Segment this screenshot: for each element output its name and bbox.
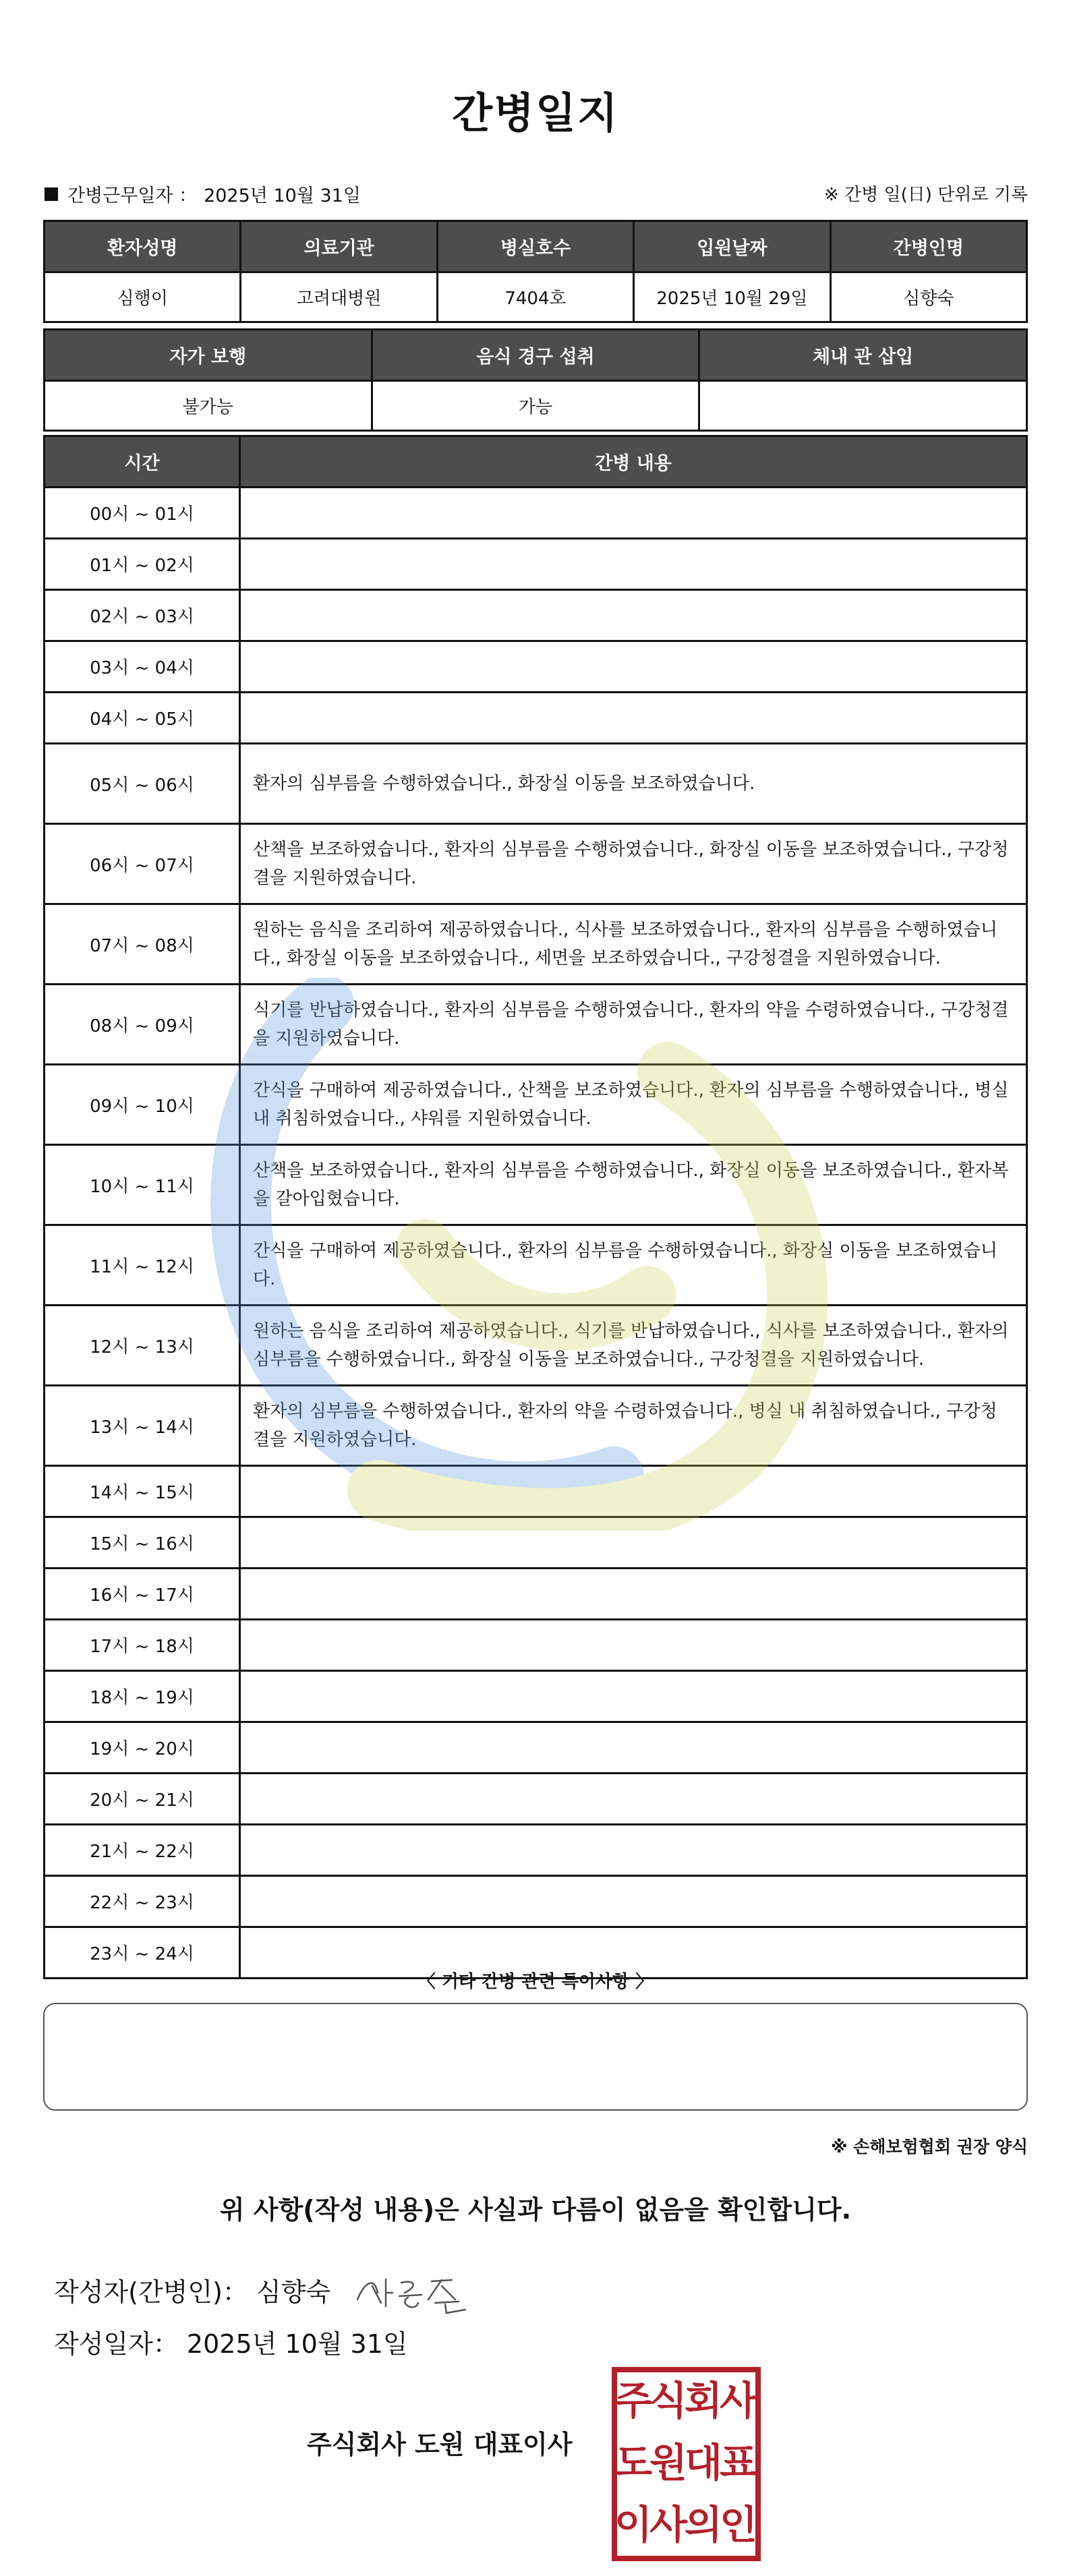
patient-info-table bbox=[43, 220, 1028, 323]
table-row bbox=[45, 272, 1027, 322]
seal-character: 원 bbox=[649, 2440, 688, 2486]
header-admission-date: 입원날짜 bbox=[634, 221, 830, 272]
page-title: 간병일지 bbox=[452, 88, 619, 138]
header-caregiver-name: 간병인명 bbox=[830, 221, 1026, 272]
table-row bbox=[45, 1065, 1027, 1145]
table-row bbox=[45, 1774, 1027, 1825]
table-row bbox=[45, 1876, 1027, 1927]
self-walking-value: 불가능 bbox=[45, 381, 372, 431]
care-content: 환자의 심부름을 수행하였습니다., 화장실 이동을 보조하였습니다. bbox=[240, 744, 1027, 824]
special-notes-box bbox=[43, 2003, 1028, 2111]
care-content bbox=[240, 539, 1027, 590]
time-slot: 15시 ~ 16시 bbox=[45, 1517, 240, 1569]
patient-name: 심행이 bbox=[45, 272, 241, 322]
time-slot: 06시 ~ 07시 bbox=[45, 824, 240, 904]
seal-character: 주 bbox=[614, 2378, 653, 2424]
care-content bbox=[240, 1774, 1027, 1825]
care-content bbox=[240, 1620, 1027, 1671]
table-row bbox=[45, 1145, 1027, 1225]
time-slot: 03시 ~ 04시 bbox=[45, 641, 240, 693]
table-row bbox=[45, 1517, 1027, 1569]
time-slot: 13시 ~ 14시 bbox=[45, 1386, 240, 1466]
care-content: 식기를 반납하였습니다., 환자의 심부름을 수행하였습니다., 환자의 약을 수령하였습니다., 구강청결을 지원하였습니다. bbox=[240, 985, 1027, 1065]
care-content bbox=[240, 1569, 1027, 1620]
time-slot: 10시 ~ 11시 bbox=[45, 1145, 240, 1225]
time-slot: 11시 ~ 12시 bbox=[45, 1225, 240, 1306]
care-content bbox=[240, 1466, 1027, 1517]
care-content: 원하는 음식을 조리하여 제공하였습니다., 식사를 보조하였습니다., 환자의 심부름을 수행하였습니다., 화장실 이동을 보조하였습니다., 세면을 보조하였습니다., 구강청결을 지원하였습니다. bbox=[240, 904, 1027, 985]
care-content bbox=[240, 1517, 1027, 1569]
care-content: 원하는 음식을 조리하여 제공하였습니다., 식기를 반납하였습니다., 식사를 보조하였습니다., 환자의 심부름을 수행하였습니다., 화장실 이동을 보조하였습니다., 구강청결을 지원하였습니다. bbox=[240, 1306, 1027, 1386]
recommended-form-note: ※ 손해보험협회 권장 양식 bbox=[831, 2137, 1028, 2157]
time-slot: 05시 ~ 06시 bbox=[45, 744, 240, 824]
care-content bbox=[240, 488, 1027, 539]
header-patient-name: 환자성명 bbox=[45, 221, 241, 272]
header-hospital: 의료기관 bbox=[241, 221, 437, 272]
time-slot: 23시 ~ 24시 bbox=[45, 1927, 240, 1979]
table-row bbox=[45, 744, 1027, 824]
room-number: 7404호 bbox=[437, 272, 633, 322]
time-slot: 08시 ~ 09시 bbox=[45, 985, 240, 1065]
care-content: 산책을 보조하였습니다., 환자의 심부름을 수행하였습니다., 화장실 이동을 보조하였습니다., 구강청결을 지원하였습니다. bbox=[240, 824, 1027, 904]
work-date-value: 2025년 10월 31일 bbox=[204, 185, 361, 206]
time-slot: 07시 ~ 08시 bbox=[45, 904, 240, 985]
table-row bbox=[45, 985, 1027, 1065]
caregiver-name: 심향숙 bbox=[830, 272, 1026, 322]
time-slot: 09시 ~ 10시 bbox=[45, 1065, 240, 1145]
header-time: 시간 bbox=[45, 436, 240, 488]
company-representative: 주식회사 도원 대표이사 bbox=[307, 2430, 573, 2459]
daily-record-note: ※ 간병 일(日) 단위로 기록 bbox=[823, 185, 1028, 205]
seal-character: 회 bbox=[684, 2378, 723, 2424]
handwritten-signature bbox=[351, 2262, 486, 2316]
writer-line bbox=[54, 2262, 486, 2316]
table-row bbox=[45, 1722, 1027, 1774]
care-content: 간식을 구매하여 제공하였습니다., 산책을 보조하였습니다., 환자의 심부름을 수행하였습니다., 병실 내 취침하였습니다., 샤워를 지원하였습니다. bbox=[240, 1065, 1027, 1145]
header-self-walking: 자가 보행 bbox=[45, 330, 372, 381]
seal-character: 사 bbox=[719, 2378, 758, 2424]
patient-capacity-table bbox=[43, 328, 1028, 432]
written-date: 작성일자： 2025년 10월 31일 bbox=[54, 2329, 408, 2359]
care-content: 산책을 보조하였습니다., 환자의 심부름을 수행하였습니다., 화장실 이동을 보조하였습니다., 환자복을 갈아입혔습니다. bbox=[240, 1145, 1027, 1225]
time-slot: 04시 ~ 05시 bbox=[45, 693, 240, 744]
care-content bbox=[240, 1671, 1027, 1722]
care-content bbox=[240, 590, 1027, 641]
time-slot: 16시 ~ 17시 bbox=[45, 1569, 240, 1620]
header-room-number: 병실호수 bbox=[437, 221, 633, 272]
time-slot: 02시 ~ 03시 bbox=[45, 590, 240, 641]
seal-character: 대 bbox=[684, 2440, 723, 2486]
time-slot: 00시 ~ 01시 bbox=[45, 488, 240, 539]
company-seal-stamp bbox=[610, 2366, 762, 2563]
table-row bbox=[45, 381, 1027, 431]
care-content bbox=[240, 1825, 1027, 1876]
header-care-content: 간병 내용 bbox=[240, 436, 1027, 488]
time-slot: 17시 ~ 18시 bbox=[45, 1620, 240, 1671]
hospital: 고려대병원 bbox=[241, 272, 437, 322]
confirmation-statement: 위 사항(작성 내용)은 사실과 다름이 없음을 확인합니다. bbox=[219, 2195, 852, 2225]
seal-character: 이 bbox=[614, 2502, 653, 2548]
time-slot: 18시 ~ 19시 bbox=[45, 1671, 240, 1722]
table-row bbox=[45, 641, 1027, 693]
time-slot: 14시 ~ 15시 bbox=[45, 1466, 240, 1517]
seal-character: 표 bbox=[719, 2440, 758, 2486]
seal-character: 사 bbox=[649, 2502, 688, 2548]
care-content bbox=[240, 1876, 1027, 1927]
time-slot: 12시 ~ 13시 bbox=[45, 1306, 240, 1386]
care-content bbox=[240, 641, 1027, 693]
care-content bbox=[240, 1722, 1027, 1774]
square-bullet-icon bbox=[45, 187, 58, 201]
table-row bbox=[45, 1620, 1027, 1671]
table-row bbox=[45, 1671, 1027, 1722]
seal-character: 의 bbox=[684, 2502, 723, 2548]
tube-insertion-value bbox=[699, 381, 1027, 431]
table-row bbox=[45, 904, 1027, 985]
table-row bbox=[45, 1225, 1027, 1306]
work-date-label: 간병근무일자 ： bbox=[67, 185, 198, 206]
care-content bbox=[240, 693, 1027, 744]
table-row bbox=[45, 488, 1027, 539]
table-header-row bbox=[45, 330, 1027, 381]
special-notes-title: 〈 기타 간병 관련 특이사항 〉 bbox=[417, 1972, 654, 1992]
table-row bbox=[45, 1386, 1027, 1466]
writer-label: 작성자(간병인)： 심향숙 bbox=[54, 2277, 331, 2307]
table-row bbox=[45, 1569, 1027, 1620]
time-slot: 21시 ~ 22시 bbox=[45, 1825, 240, 1876]
care-content: 간식을 구매하여 제공하였습니다., 환자의 심부름을 수행하였습니다., 화장실 이동을 보조하였습니다. bbox=[240, 1225, 1027, 1306]
work-date-line bbox=[45, 181, 361, 207]
table-row bbox=[45, 1466, 1027, 1517]
time-slot: 01시 ~ 02시 bbox=[45, 539, 240, 590]
header-tube-insertion: 체내 관 삽입 bbox=[699, 330, 1027, 381]
seal-character: 인 bbox=[719, 2502, 758, 2548]
header-oral-intake: 음식 경구 섭취 bbox=[372, 330, 699, 381]
seal-character: 식 bbox=[649, 2378, 688, 2424]
oral-intake-value: 가능 bbox=[372, 381, 699, 431]
table-header-row bbox=[45, 436, 1027, 488]
table-row bbox=[45, 824, 1027, 904]
admission-date: 2025년 10월 29일 bbox=[634, 272, 830, 322]
table-row bbox=[45, 539, 1027, 590]
care-content: 환자의 심부름을 수행하였습니다., 환자의 약을 수령하였습니다., 병실 내 취침하였습니다., 구강청결을 지원하였습니다. bbox=[240, 1386, 1027, 1466]
seal-character: 도 bbox=[614, 2440, 653, 2486]
table-row bbox=[45, 1306, 1027, 1386]
time-slot: 22시 ~ 23시 bbox=[45, 1876, 240, 1927]
care-log-table bbox=[43, 435, 1028, 1979]
table-header-row bbox=[45, 221, 1027, 272]
table-row bbox=[45, 1825, 1027, 1876]
table-row bbox=[45, 590, 1027, 641]
time-slot: 20시 ~ 21시 bbox=[45, 1774, 240, 1825]
time-slot: 19시 ~ 20시 bbox=[45, 1722, 240, 1774]
table-row bbox=[45, 693, 1027, 744]
